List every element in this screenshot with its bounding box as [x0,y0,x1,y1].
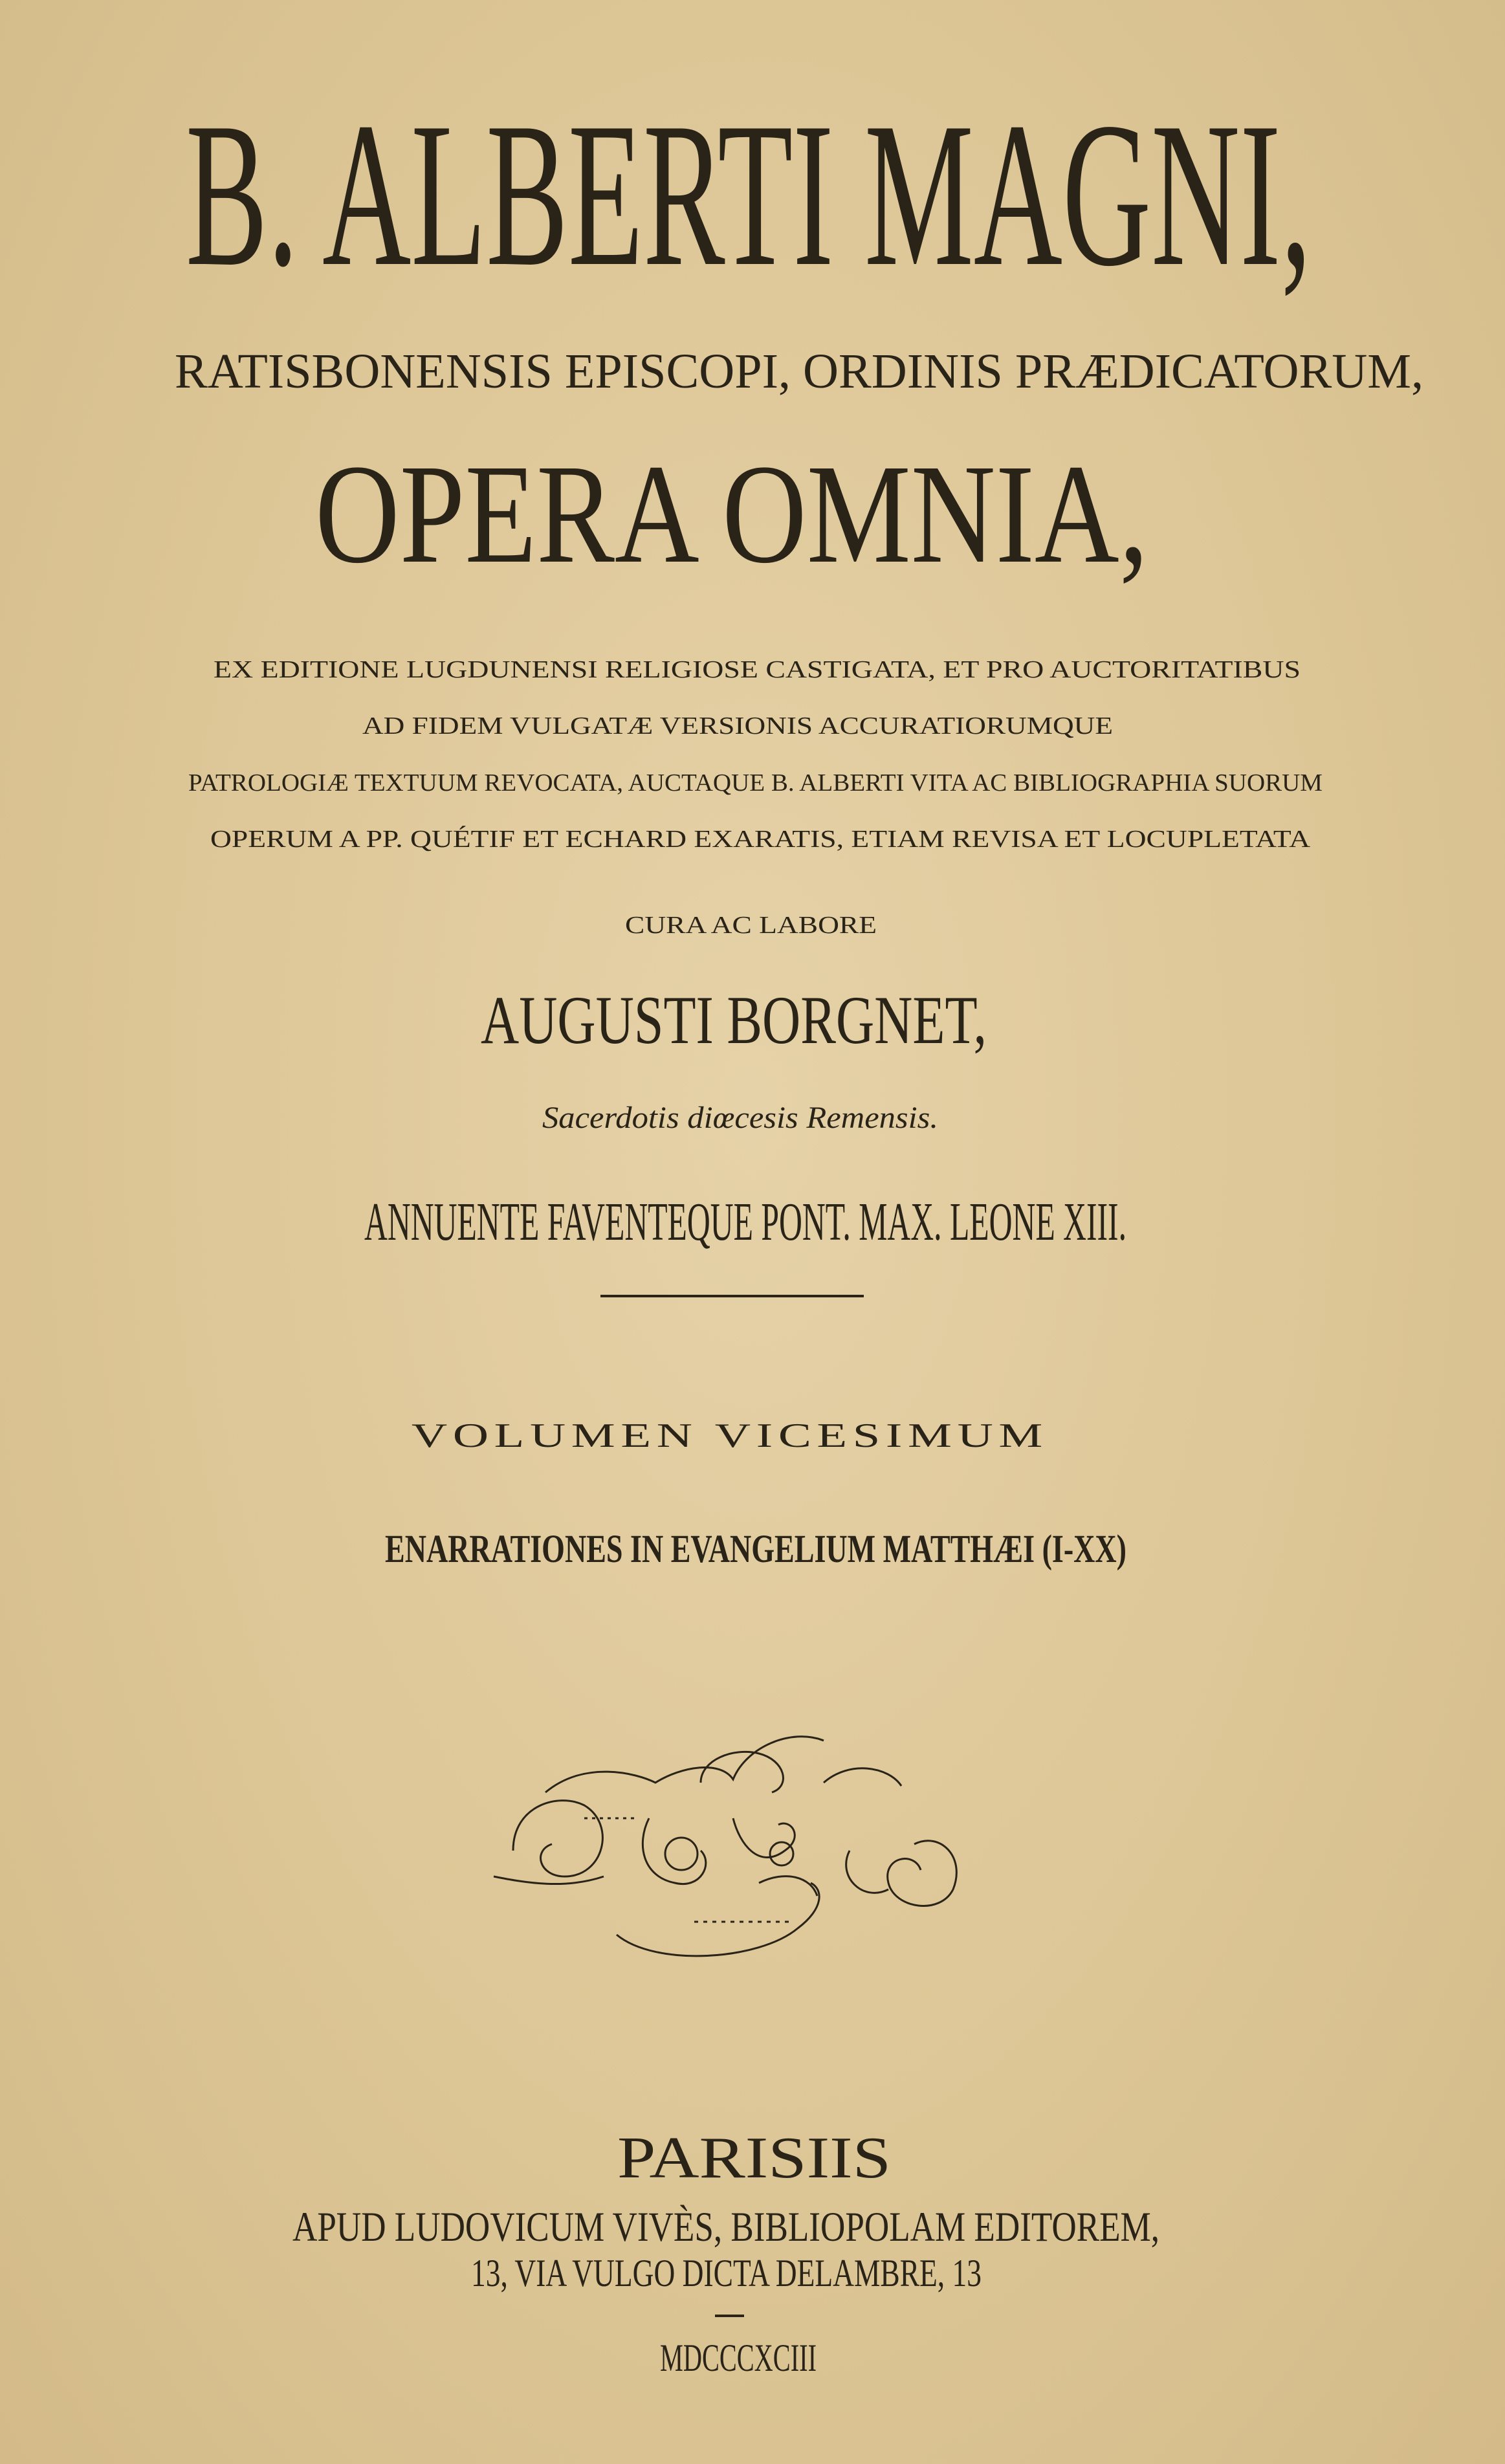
volume-contents: ENARRATIONES IN EVANGELIUM MATTHÆI (I-XX) [385,1528,1126,1571]
author-title: B. ALBERTI MAGNI, [186,80,1312,309]
short-dash [715,2315,744,2317]
divider-rule [600,1295,864,1297]
edition-line-4: OPERUM A PP. QUÉTIF ET ECHARD EXARATIS, ETIAM REVISA ET LOCUPLETATA [210,826,1311,853]
volume-number: VOLUMEN VICESIMUM [412,1417,1048,1455]
publisher-address: 13, VIA VULGO DICTA DELAMBRE, 13 [471,2252,982,2294]
place-of-publication: PARISIIS [617,2125,891,2190]
publication-year: MDCCCXCIII [660,2337,817,2379]
author-office: RATISBONENSIS EPISCOPI, ORDINIS PRÆDICATORUM, [175,344,1423,399]
edition-line-3: PATROLOGIÆ TEXTUUM REVOCATA, AUCTAQUE B. ALBERTI VITA AC BIBLIOGRAPHIA SUORUM [188,769,1323,797]
work-title: OPERA OMNIA, [315,435,1148,593]
edition-line-1: EX EDITIONE LUGDUNENSI RELIGIOSE CASTIGATA, ET PRO AUCTORITATIBUS [214,656,1301,683]
editor-description: Sacerdotis diœcesis Remensis. [542,1101,938,1135]
approval-line: ANNUENTE FAVENTEQUE PONT. MAX. LEONE XIII. [364,1192,1126,1252]
printer-ornament-icon [487,1721,974,1967]
cura-label: CURA AC LABORE [625,912,877,939]
editor-name: AUGUSTI BORGNET, [481,982,987,1058]
publisher-line: APUD LUDOVICUM VIVÈS, BIBLIOPOLAM EDITOREM, [292,2204,1159,2250]
edition-line-2: AD FIDEM VULGATÆ VERSIONIS ACCURATIORUMQUE [362,712,1113,740]
